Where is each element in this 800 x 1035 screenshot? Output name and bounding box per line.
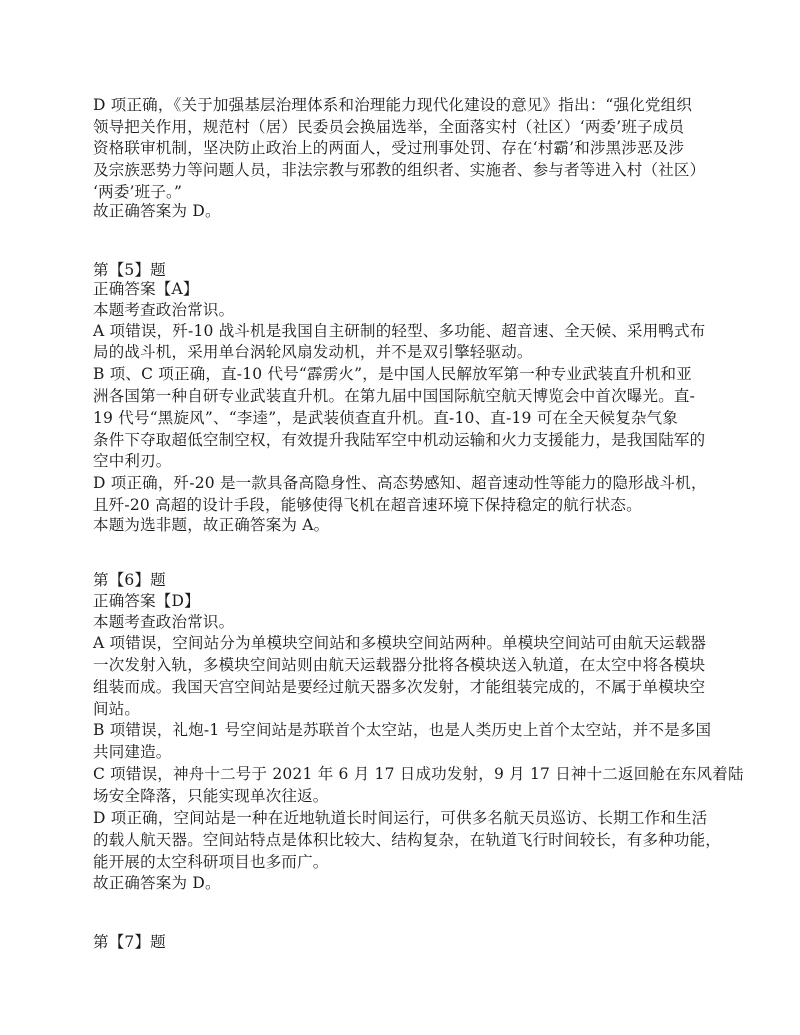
paragraph-line: 及宗族恶势力等问题人员，非法宗教与邪教的组织者、实施者、参与者等进入村（社区）	[93, 161, 706, 179]
question-heading: 第【7】题	[93, 933, 166, 951]
paragraph-line: A 项错误，空间站分为单模块空间站和多模块空间站两种。单模块空间站可由航天运载器	[93, 634, 707, 652]
paragraph-line: 空中利刃。	[93, 452, 172, 470]
paragraph-line: D 项正确，空间站是一种在近地轨道长时间运行，可供多名航天员巡访、长期工作和生活	[93, 809, 708, 827]
paragraph-line: 且歼-20 高超的设计手段，能够使得飞机在超音速环境下保持稳定的航行状态。	[93, 496, 642, 514]
paragraph-line: 局的战斗机，采用单台涡轮风扇发动机，并不是双引擎轻驱动。	[93, 343, 533, 361]
paragraph-line: 洲各国第一种自研专业武装直升机。在第九届中国国际航空航天博览会中首次曝光。直-	[93, 387, 696, 405]
paragraph-line: C 项错误，神舟十二号于 2021 年 6 月 17 日成功发射，9 月 17 日神十二返回舱在东风着陆	[93, 765, 744, 783]
question-heading: 第【6】题	[93, 571, 166, 589]
paragraph-line: B 项错误，礼炮-1 号空间站是苏联首个太空站，也是人类历史上首个太空站，并不是多国	[93, 721, 712, 739]
paragraph-line: 的载人航天器。空间站特点是体积比较大、结构复杂，在轨道飞行时间较长，有多种功能，	[93, 831, 722, 849]
correct-answer: 正确答案【D】	[93, 592, 200, 610]
paragraph-line: 本题考查政治常识。	[93, 613, 235, 631]
paragraph-line: 组装而成。我国天宫空间站是要经过航天器多次发射，才能组装完成的，不属于单模块空	[93, 678, 706, 696]
correct-answer: 正确答案【A】	[93, 280, 199, 298]
answer-line: 故正确答案为 D。	[93, 874, 221, 892]
answer-line: 本题为选非题，故正确答案为 A。	[93, 516, 330, 534]
paragraph-line: 共同建造。	[93, 743, 172, 761]
paragraph-line: 条件下夺取超低空制空权，有效提升我陆军空中机动运输和火力支援能力，是我国陆军的	[93, 431, 706, 449]
paragraph-line: 间站。	[93, 700, 141, 718]
paragraph-line: 能开展的太空科研项目也多而广。	[93, 853, 329, 871]
paragraph-line: D 项正确，《关于加强基层治理体系和治理能力现代化建设的意见》指出：“强化党组织	[93, 96, 693, 114]
paragraph-line: B 项、C 项正确，直-10 代号“霹雳火”，是中国人民解放军第一种专业武装直升机和亚	[93, 365, 692, 383]
paragraph-line: 领导把关作用，规范村（居）民委员会换届选举，全面落实村（社区）‘两委’班子成员	[93, 118, 685, 136]
paragraph-line: ‘两委’班子。”	[93, 183, 183, 201]
question-heading: 第【5】题	[93, 261, 166, 279]
paragraph-line: 19 代号“黑旋风”、“李逵”，是武装侦查直升机。直-10、直-19 可在全天候复杂气象	[93, 409, 678, 427]
paragraph-line: 一次发射入轨，多模块空间站则由航天运载器分批将各模块送入轨道，在太空中将各模块	[93, 656, 706, 674]
paragraph-line: A 项错误，歼-10 战斗机是我国自主研制的轻型、多功能、超音速、全天候、采用鸭式布	[93, 322, 706, 340]
paragraph-line: 资格联审机制，坚决防止政治上的两面人，受过刑事处罚、存在‘村霸’和涉黑涉恶及涉	[93, 139, 685, 157]
paragraph-line: 本题考查政治常识。	[93, 301, 235, 319]
paragraph-line: 场安全降落，只能实现单次往返。	[93, 787, 329, 805]
answer-line: 故正确答案为 D。	[93, 202, 221, 220]
paragraph-line: D 项正确，歼-20 是一款具备高隐身性、高态势感知、超音速动性等能力的隐形战斗机，	[93, 474, 707, 492]
